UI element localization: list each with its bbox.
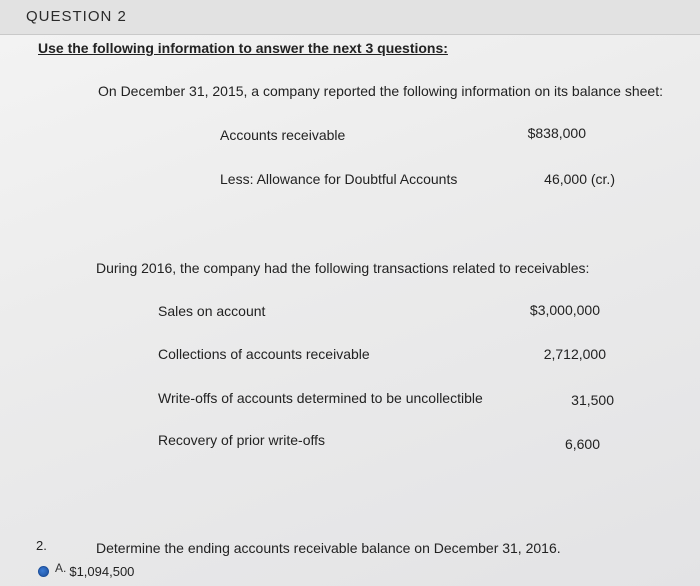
- instructions: Use the following information to answer the next 3 questions:: [38, 40, 448, 56]
- transaction-label-write-offs: Write-offs of accounts determined to be uncollectible: [158, 390, 483, 406]
- answer-option-a[interactable]: [38, 561, 134, 581]
- transaction-value-write-offs: 31,500: [571, 392, 614, 408]
- balance-label-accounts-receivable: Accounts receivable: [220, 127, 346, 143]
- balance-sheet-intro: On December 31, 2015, a company reported the following information on its balance sheet:: [98, 83, 663, 99]
- balance-value-accounts-receivable: $838,000: [527, 125, 586, 141]
- transaction-value-sales: $3,000,000: [529, 302, 600, 318]
- transactions-intro: During 2016, the company had the following transactions related to receivables:: [96, 260, 590, 276]
- transaction-label-recovery: Recovery of prior write-offs: [158, 432, 326, 448]
- transaction-value-collections: 2,712,000: [543, 346, 606, 362]
- sub-question-number: 2.: [36, 538, 47, 553]
- answer-letter: A.: [55, 561, 67, 575]
- balance-value-allowance: 46,000 (cr.): [544, 171, 615, 187]
- balance-label-allowance: Less: Allowance for Doubtful Accounts: [220, 171, 458, 187]
- transaction-label-collections: Collections of accounts receivable: [158, 346, 370, 362]
- sub-question-text: Determine the ending accounts receivable balance on December 31, 2016.: [96, 540, 561, 556]
- radio-selected-icon[interactable]: [38, 566, 49, 577]
- transaction-value-recovery: 6,600: [564, 436, 600, 452]
- transaction-label-sales: Sales on account: [158, 303, 266, 319]
- answer-value: $1,094,500: [69, 563, 135, 579]
- question-title: QUESTION 2: [26, 8, 127, 25]
